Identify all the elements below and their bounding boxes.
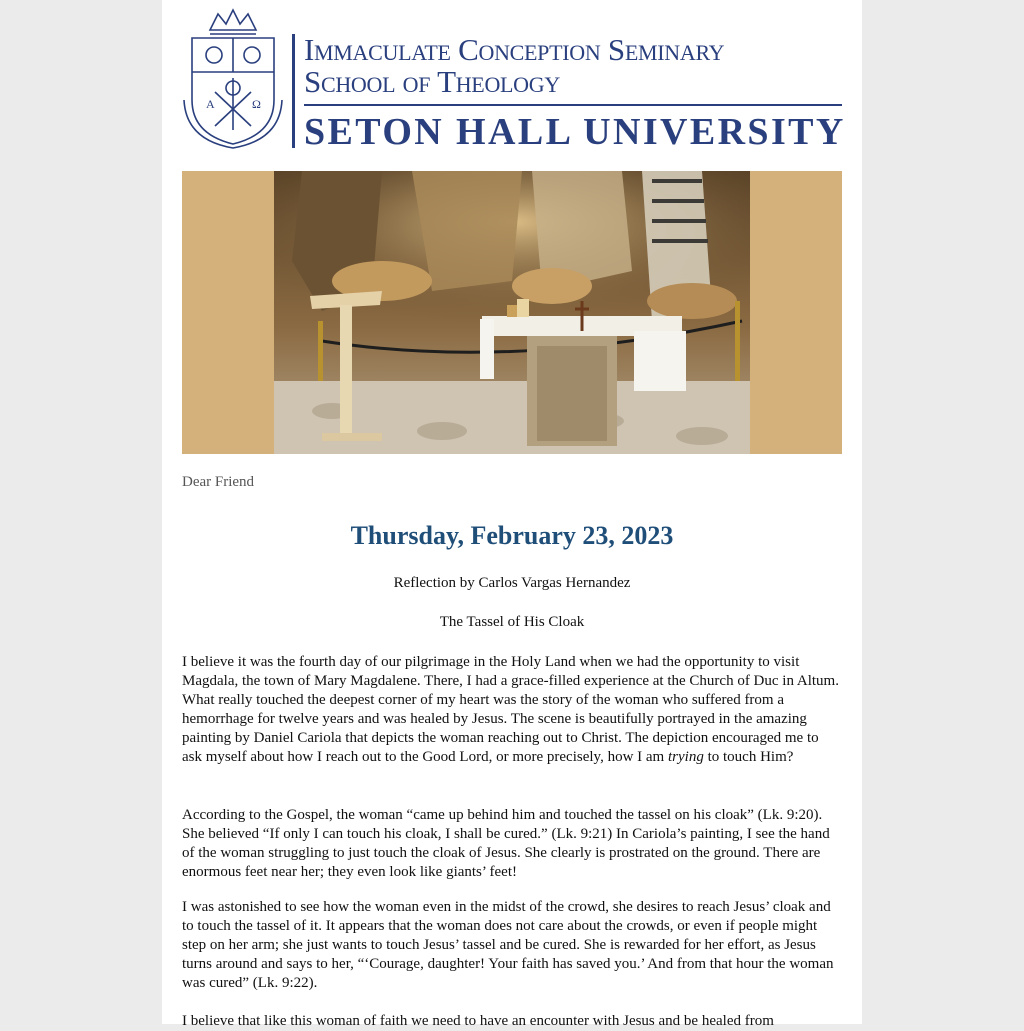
paragraph-text: I was astonished to see how the woman even in the midst of the crowd, she desires to reach Jesus’ cloak and to touch the tassel of it. It appears that the woman does not care about the crowds, or even if people might step on her arm; she just wants to touch Jesus’ tassel and be cured. She is rewarded for her effort, as Jesus turns around and says to her, “‘Courage, daughter! Your faith has saved you.’ And from that hour the woman was cured” (Lk. 9:22). xyxy=(182,899,834,992)
paragraph-4 xyxy=(182,1012,842,1031)
paragraph-text: to touch Him? xyxy=(703,749,794,766)
paragraph-text: According to the Gospel, the woman “came up behind him and touched the tassel on his cloak” (Lk. 9:20). She believed “If only I can touch his cloak, I shall be cured.” (Lk. 9:21) In Cariola’s painting, I see the hand of the woman struggling to just touch the cloak of Jesus. She clearly is prostrated on the ground. There are enormous feet near her; they even look like giants’ feet! xyxy=(182,807,830,881)
emphasis-text: trying xyxy=(667,749,704,766)
paragraph-2 xyxy=(182,806,842,882)
paragraph-text: I believe that like this woman of faith we need to have an encounter with Jesus and be healed from xyxy=(182,1013,774,1029)
svg-text:Ω: Ω xyxy=(252,97,261,111)
hero-image xyxy=(182,171,842,454)
seminary-crest-icon xyxy=(182,8,284,150)
header-rule xyxy=(304,104,842,106)
paragraph-1 xyxy=(182,653,842,768)
paragraph-3 xyxy=(182,898,842,993)
byline: Reflection by Carlos Vargas Hernandez xyxy=(393,575,631,591)
reflection-title: The Tassel of His Cloak xyxy=(439,614,585,630)
altar-painting-photo-icon xyxy=(182,171,842,454)
seminary-name: Immaculate Conception Seminary xyxy=(304,32,725,67)
greeting: Dear Friend xyxy=(182,474,255,490)
seminary-header xyxy=(182,8,846,153)
paragraph-text: I believe it was the fourth day of our pilgrimage in the Holy Land when we had the opportunity to visit Magdala, the town of Mary Magdalene. There, I had a grace-filled experience at the Church of Duc in Altum. What really touched the deepest corner of my heart was the story of the woman who suffered from a hemorrhage for twelve years and was healed by Jesus. The scene is beautifully portrayed in the amazing painting by Daniel Cariola that depicts the woman reaching out to Christ. The depiction encouraged me to ask myself about how I reach out to the Good Lord, or more precisely, how I am xyxy=(182,654,839,766)
email-page xyxy=(162,0,862,1029)
school-name: School of Theology xyxy=(304,64,560,99)
university-name: SETON HALL UNIVERSITY xyxy=(304,111,846,153)
header-divider xyxy=(292,34,295,148)
reflection-date: Thursday, February 23, 2023 xyxy=(350,521,674,550)
svg-text:A: A xyxy=(206,97,215,111)
